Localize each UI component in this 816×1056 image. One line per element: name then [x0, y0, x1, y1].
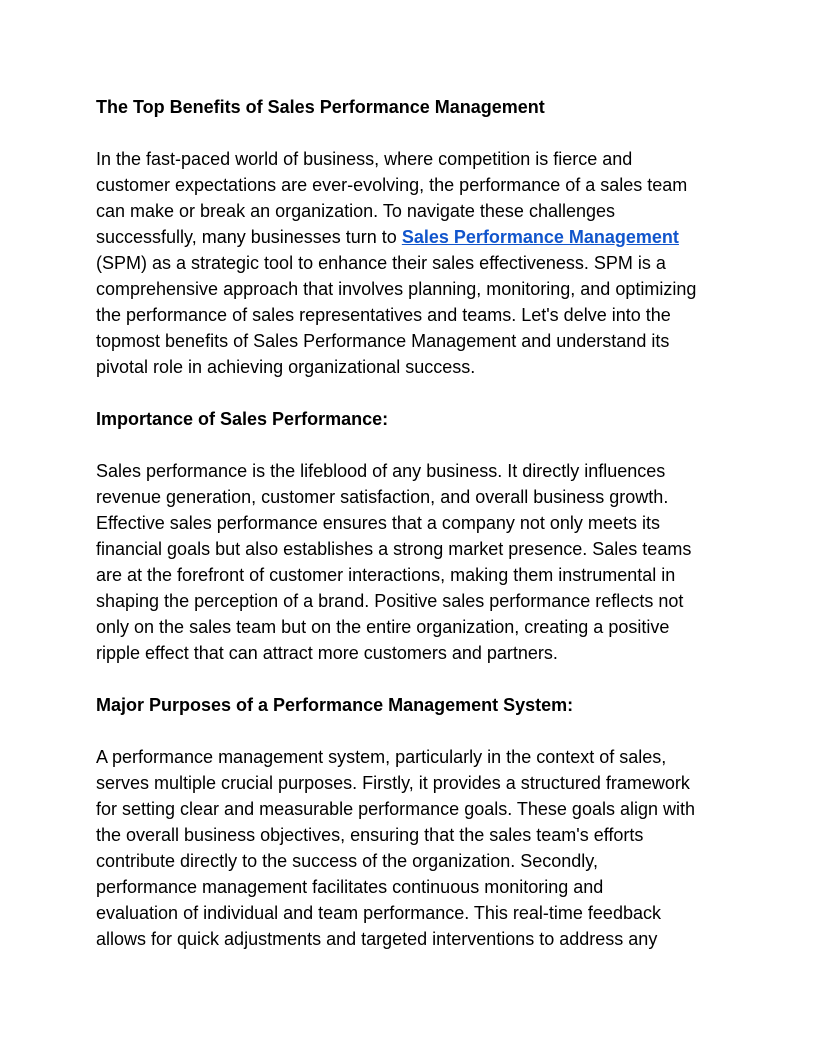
document-page: [96, 94, 728, 952]
paragraph-spacer: [96, 718, 728, 744]
paragraph-line: A performance management system, particularly in the context of sales,: [96, 747, 667, 767]
paragraph-line: ripple effect that can attract more customers and partners.: [96, 643, 558, 663]
paragraph-line: the overall business objectives, ensuring that the sales team's efforts: [96, 825, 644, 845]
intro-line: comprehensive approach that involves planning, monitoring, and optimizing: [96, 279, 697, 299]
document-title: The Top Benefits of Sales Performance Management: [96, 97, 545, 117]
paragraph-line: evaluation of individual and team performance. This real-time feedback: [96, 903, 661, 923]
paragraph-line: contribute directly to the success of the organization. Secondly,: [96, 851, 598, 871]
paragraph-line: financial goals but also establishes a strong market presence. Sales teams: [96, 539, 692, 559]
paragraph-spacer: [96, 432, 728, 458]
intro-paragraph: [96, 146, 728, 380]
purposes-paragraph: [96, 744, 728, 952]
paragraph-line: performance management facilitates continuous monitoring and: [96, 877, 604, 897]
paragraph-line: Effective sales performance ensures that a company not only meets its: [96, 513, 660, 533]
intro-line: can make or break an organization. To navigate these challenges: [96, 201, 616, 221]
intro-line: the performance of sales representatives and teams. Let's delve into the: [96, 305, 671, 325]
paragraph-line: Sales performance is the lifeblood of any business. It directly influences: [96, 461, 666, 481]
paragraph-line: for setting clear and measurable performance goals. These goals align with: [96, 799, 696, 819]
paragraph-spacer: [96, 120, 728, 146]
intro-line: pivotal role in achieving organizational success.: [96, 357, 476, 377]
intro-line: (SPM) as a strategic tool to enhance their sales effectiveness. SPM is a: [96, 253, 666, 273]
sales-performance-management-link[interactable]: Sales Performance Management: [401, 227, 679, 247]
intro-line-with-link: [96, 224, 728, 250]
paragraph-spacer: [96, 380, 728, 406]
intro-line-text: successfully, many businesses turn to: [96, 227, 402, 247]
intro-line: customer expectations are ever-evolving, the performance of a sales team: [96, 175, 688, 195]
intro-line: topmost benefits of Sales Performance Management and understand its: [96, 331, 670, 351]
paragraph-spacer: [96, 666, 728, 692]
importance-paragraph: [96, 458, 728, 666]
paragraph-line: revenue generation, customer satisfaction, and overall business growth.: [96, 487, 669, 507]
paragraph-line: allows for quick adjustments and targeted interventions to address any: [96, 929, 658, 949]
paragraph-line: shaping the perception of a brand. Positive sales performance reflects not: [96, 591, 684, 611]
paragraph-line: only on the sales team but on the entire organization, creating a positive: [96, 617, 670, 637]
paragraph-line: are at the forefront of customer interactions, making them instrumental in: [96, 565, 676, 585]
intro-line: In the fast-paced world of business, where competition is fierce and: [96, 149, 633, 169]
section-heading-importance: Importance of Sales Performance:: [96, 409, 389, 429]
section-heading-purposes: Major Purposes of a Performance Management System:: [96, 695, 574, 715]
paragraph-line: serves multiple crucial purposes. Firstly, it provides a structured framework: [96, 773, 690, 793]
